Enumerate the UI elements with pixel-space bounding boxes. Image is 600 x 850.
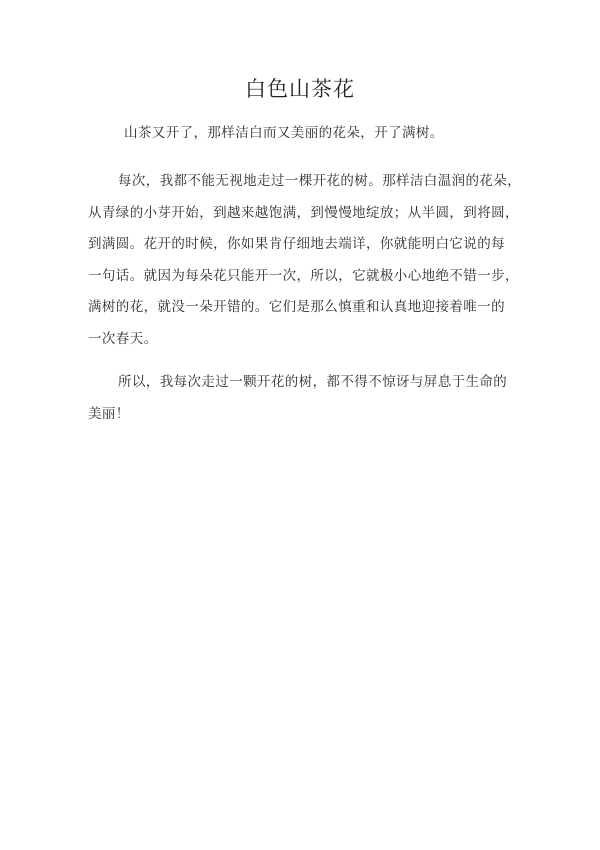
paragraph-line: 一次春天。	[88, 330, 158, 347]
paragraph-line: 所以，我每次走过一颗开花的树，都不得不惊讶与屏息于生命的	[118, 374, 508, 390]
paragraph-line: 到满圆。花开的时候，你如果肯仔细地去端详，你就能明白它说的每	[88, 236, 505, 252]
paragraph-line: 山茶又开了，那样洁白而又美丽的花朵，开了满树。	[124, 125, 444, 141]
page-title: 白色山茶花	[245, 77, 355, 101]
paragraph-line: 每次，我都不能无视地走过一棵开花的树。那样洁白温润的花朵，	[118, 173, 522, 189]
paragraph-line: 一句话。就因为每朵花只能开一次，所以，它就极小心地绝不错一步，	[88, 267, 519, 284]
paragraph-line: 从青绿的小芽开始，到越来越饱满，到慢慢地绽放；从半圆，到将圆，	[88, 204, 519, 221]
paragraph-line: 美丽！	[88, 405, 130, 422]
paragraph-2	[88, 166, 522, 355]
paragraph-1	[88, 118, 518, 150]
paragraph-line: 满树的花，就没一朵开错的。它们是那么慎重和认真地迎接着唯一的	[88, 299, 505, 315]
paragraph-3	[88, 367, 518, 430]
